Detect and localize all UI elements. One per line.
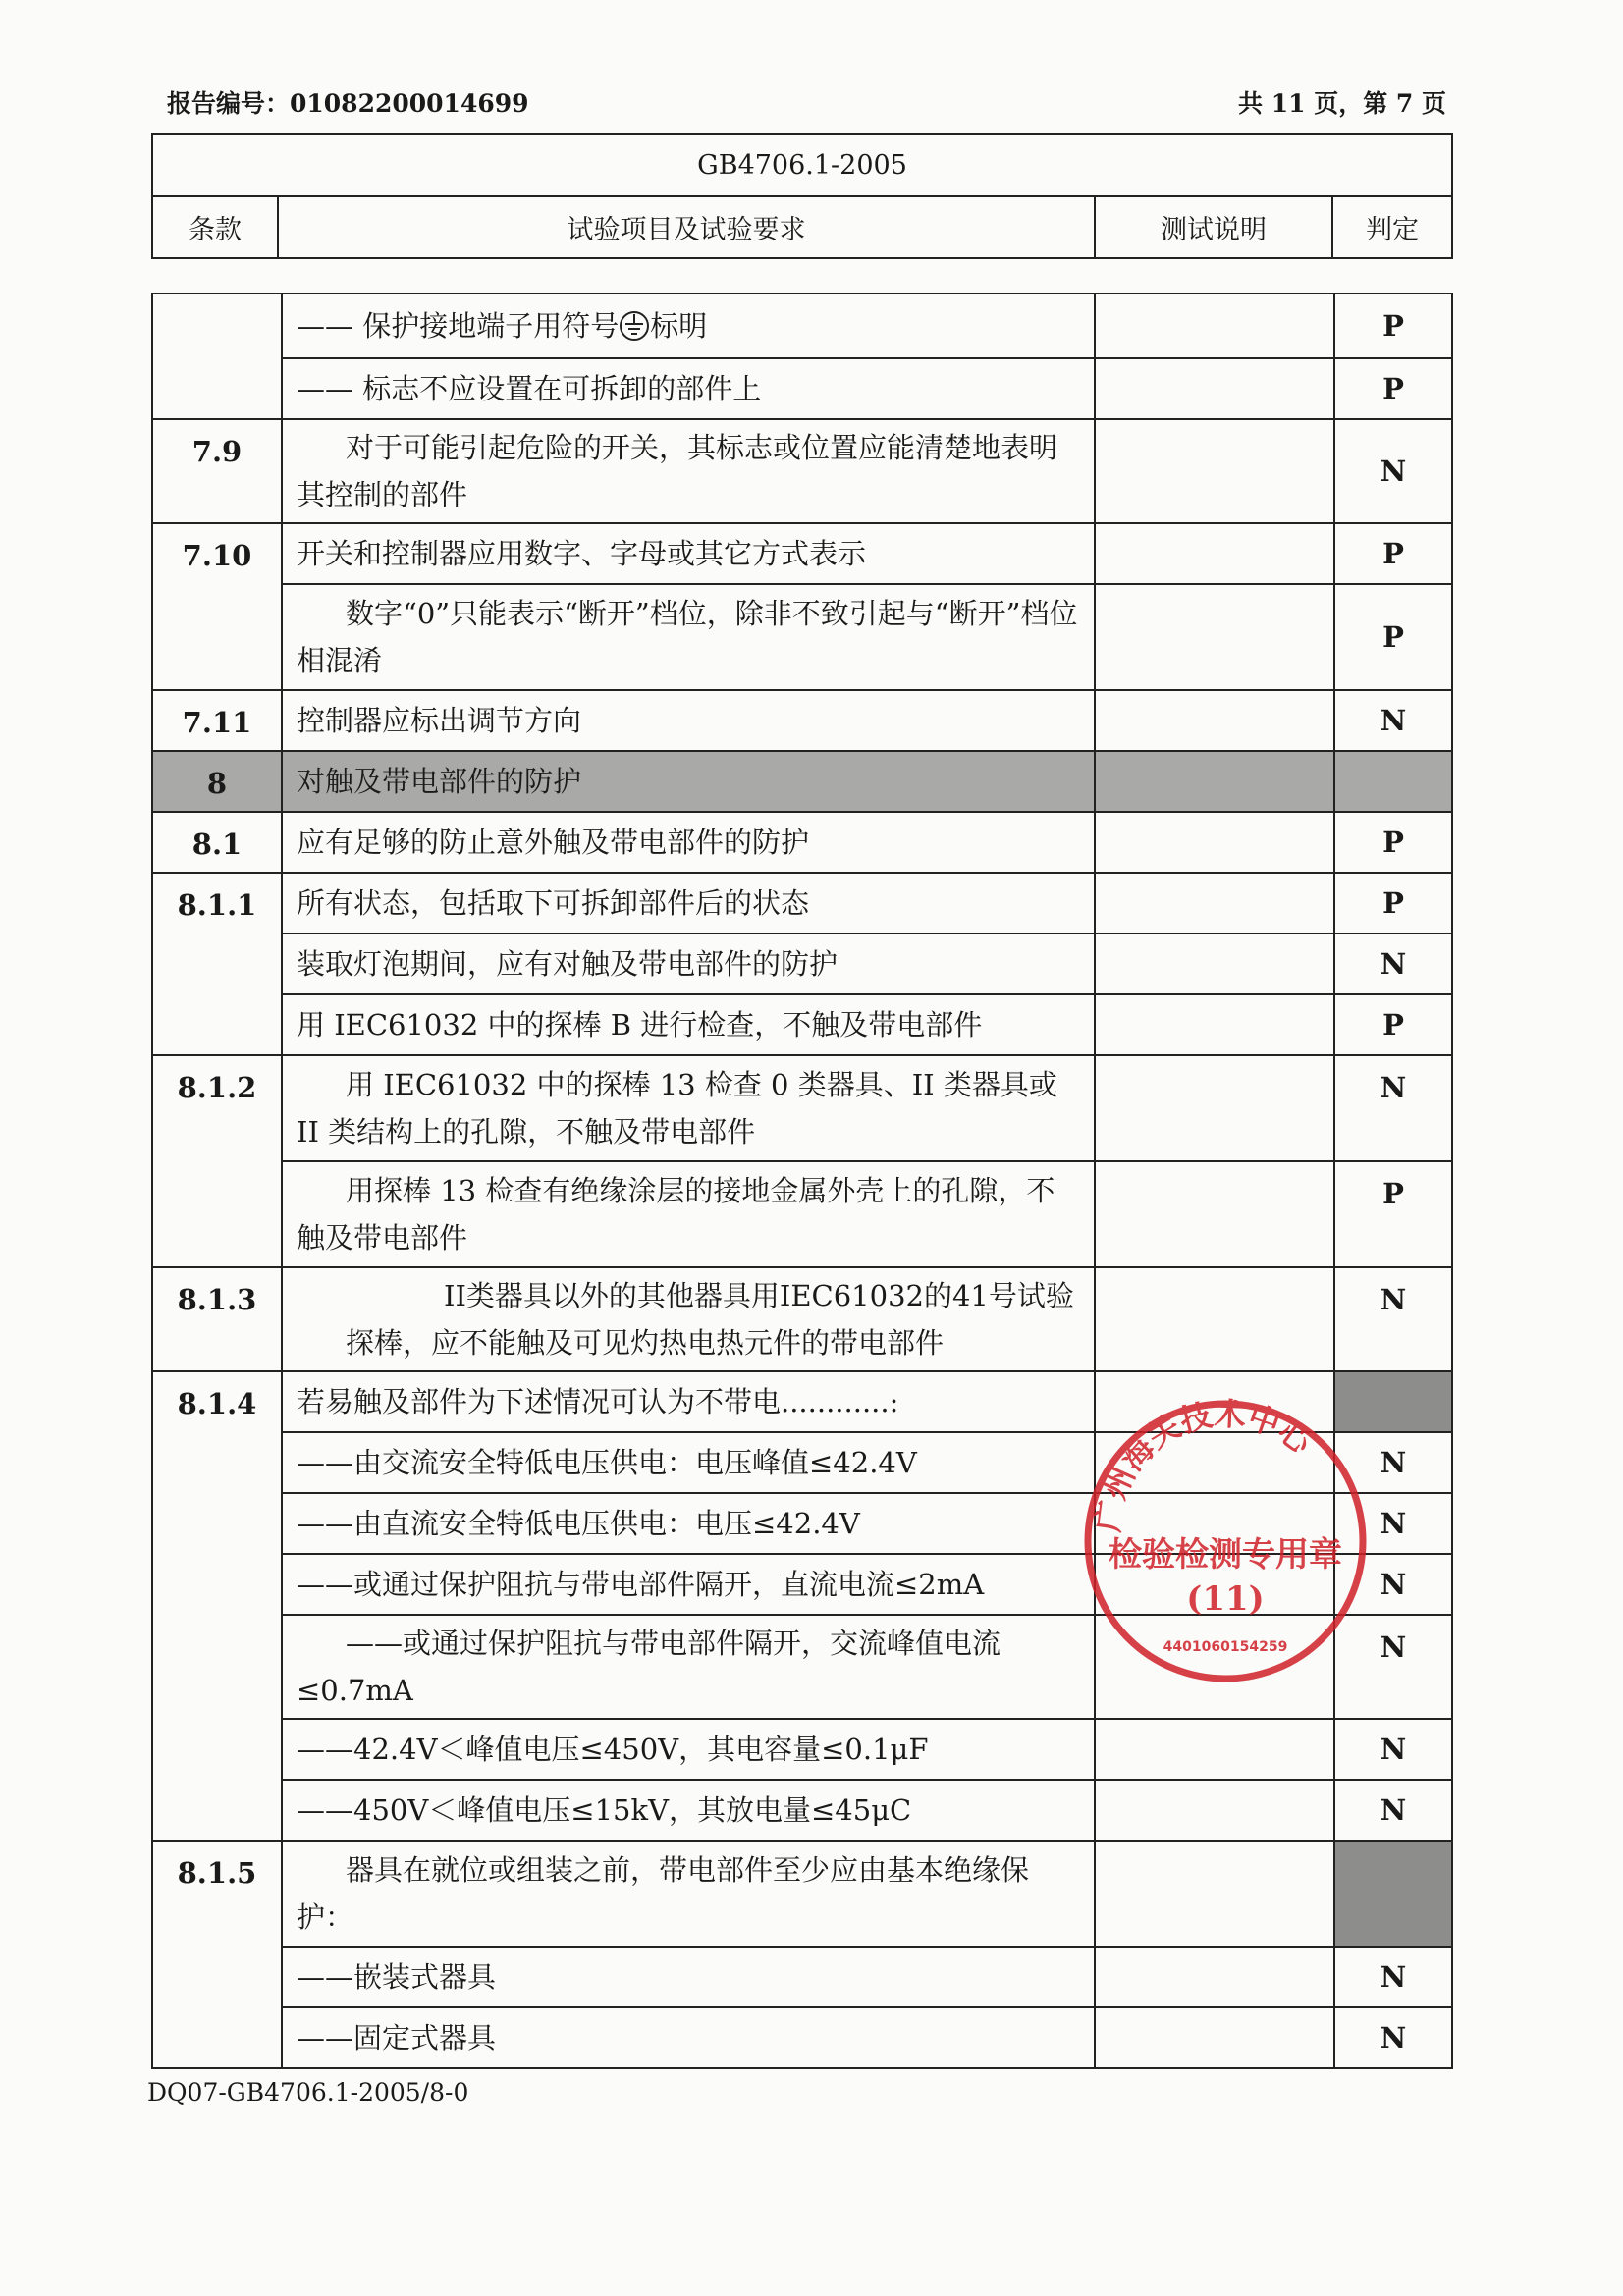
verdict: N	[1334, 1719, 1452, 1780]
verdict: N	[1334, 690, 1452, 751]
verdict: N	[1334, 419, 1452, 523]
verdict: P	[1334, 812, 1452, 873]
table-row: 8.1.1 所有状态，包括取下可拆卸部件后的状态 P	[152, 873, 1452, 934]
table-row: 8.1.2 用 IEC61032 中的探棒 13 检查 0 类器具、II 类器具或 II 类结构上的孔隙，不触及带电部件 N	[152, 1055, 1452, 1161]
col-note: 测试说明	[1095, 196, 1332, 258]
table-row: 7.10 开关和控制器应用数字、字母或其它方式表示 P	[152, 523, 1452, 584]
table-row: 8.1.4 若易触及部件为下述情况可认为不带电............:	[152, 1371, 1452, 1432]
table-row: 数字“0”只能表示“断开”档位，除非不致引起与“断开”档位相混淆 P	[152, 584, 1452, 690]
verdict: N	[1334, 934, 1452, 994]
verdict: P	[1334, 1161, 1452, 1267]
verdict: N	[1334, 1947, 1452, 2007]
seal-serial: 4401060154259	[1163, 1639, 1288, 1655]
verdict: P	[1334, 584, 1452, 690]
table-row: ——或通过保护阻抗与带电部件隔开，直流电流≤2mA N	[152, 1554, 1452, 1615]
col-clause: 条款	[152, 196, 278, 258]
verdict: P	[1334, 294, 1452, 358]
verdict: P	[1334, 873, 1452, 934]
table-row: 7.9 对于可能引起危险的开关，其标志或位置应能清楚地表明其控制的部件 N	[152, 419, 1452, 523]
verdict: N	[1334, 1432, 1452, 1493]
table-row: 8.1.3 II类器具以外的其他器具用IEC61032的41号试验探棒，应不能触及可见灼热电热元件的带电部件 N	[152, 1267, 1452, 1371]
table-row: 装取灯泡期间，应有对触及带电部件的防护 N	[152, 934, 1452, 994]
verdict: P	[1334, 523, 1452, 584]
table-row: 用 IEC61032 中的探棒 B 进行检查，不触及带电部件 P	[152, 994, 1452, 1055]
standard-title: GB4706.1-2005	[152, 134, 1452, 196]
footer-code: DQ07-GB4706.1-2005/8-0	[147, 2078, 469, 2107]
verdict: P	[1334, 358, 1452, 419]
table-row: 用探棒 13 检查有绝缘涂层的接地金属外壳上的孔隙，不触及带电部件 P	[152, 1161, 1452, 1267]
table-row: ——42.4V＜峰值电压≤450V，其电容量≤0.1μF N	[152, 1719, 1452, 1780]
table-row: ——或通过保护阻抗与带电部件隔开，交流峰值电流≤0.7mA N	[152, 1615, 1452, 1719]
col-verdict: 判定	[1332, 196, 1452, 258]
table-row: ——450V＜峰值电压≤15kV，其放电量≤45μC N	[152, 1780, 1452, 1841]
seal-middle-text: 检验检测专用章	[1109, 1535, 1342, 1575]
section-row: 8 对触及带电部件的防护	[152, 751, 1452, 812]
verdict: N	[1334, 1493, 1452, 1554]
table-row: ——由交流安全特低电压供电：电压峰值≤42.4V N	[152, 1432, 1452, 1493]
verdict: N	[1334, 1615, 1452, 1719]
verdict: N	[1334, 1554, 1452, 1615]
table-row: —— 保护接地端子用符号 标明 P	[152, 294, 1452, 358]
verdict: N	[1334, 2007, 1452, 2068]
report-number: 报告编号：01082200014699	[167, 89, 529, 118]
earth-ground-icon	[619, 310, 650, 342]
table-row: —— 标志不应设置在可拆卸的部件上 P	[152, 358, 1452, 419]
header-table	[151, 133, 1453, 259]
table-row: ——固定式器具 N	[152, 2007, 1452, 2068]
verdict: N	[1334, 1780, 1452, 1841]
page-info: 共 11 页，第 7 页	[1238, 89, 1446, 118]
verdict: P	[1334, 994, 1452, 1055]
requirements-table	[151, 293, 1453, 2069]
verdict: N	[1334, 1055, 1452, 1161]
verdict: N	[1334, 1267, 1452, 1371]
seal-number: (11)	[1186, 1579, 1265, 1619]
seal-top-text: 广州海关技术中心	[1089, 1395, 1319, 1534]
table-row: 8.1 应有足够的防止意外触及带电部件的防护 P	[152, 812, 1452, 873]
table-row: ——由直流安全特低电压供电：电压≤42.4V N	[152, 1493, 1452, 1554]
table-row: 7.11 控制器应标出调节方向 N	[152, 690, 1452, 751]
table-row: 8.1.5 器具在就位或组装之前，带电部件至少应由基本绝缘保护：	[152, 1841, 1452, 1947]
col-requirement: 试验项目及试验要求	[278, 196, 1095, 258]
table-row: ——嵌装式器具 N	[152, 1947, 1452, 2007]
